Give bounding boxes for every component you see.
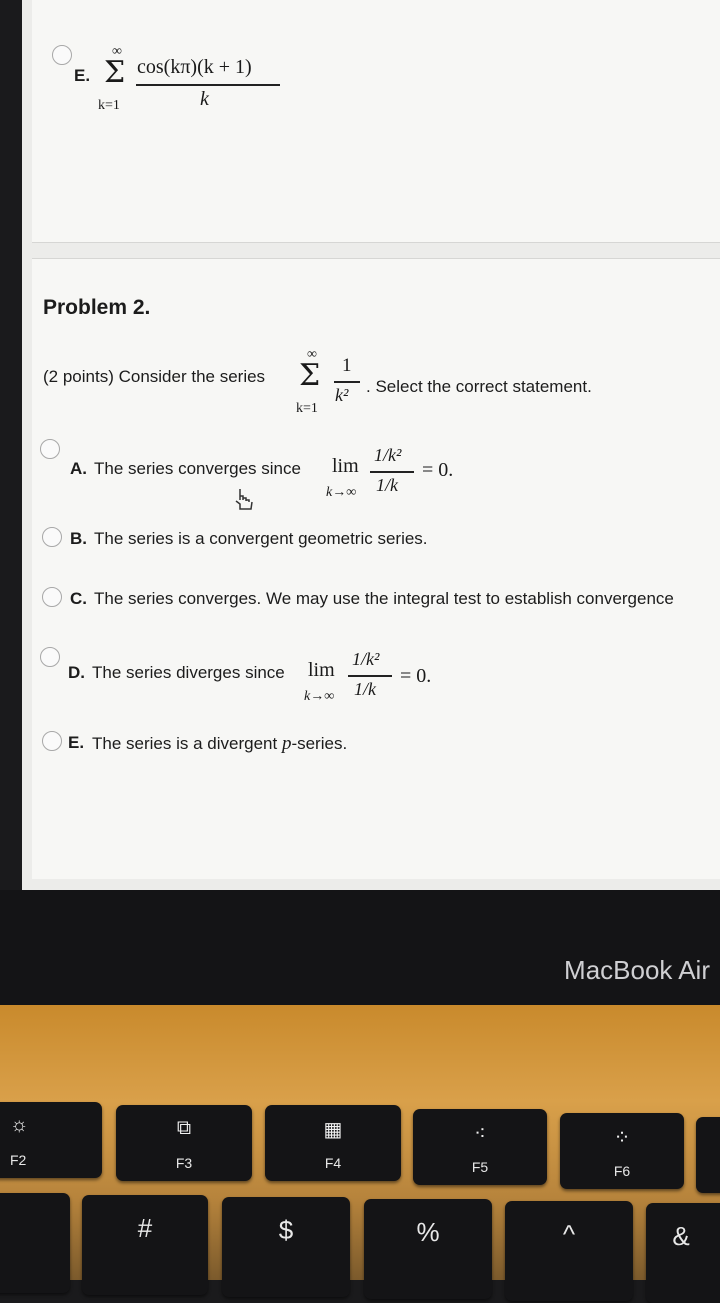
previous-question-card	[32, 0, 720, 243]
fraction-numerator: cos(kπ)(k + 1)	[137, 56, 252, 78]
key-f4[interactable]	[265, 1105, 401, 1181]
brightness-up-icon: ☼	[10, 1114, 29, 1136]
option-b-radio[interactable]	[42, 527, 62, 547]
key-f6-label: F6	[613, 1163, 631, 1179]
key-4-symbol: $	[278, 1215, 294, 1245]
option-c-text: The series converges. We may use the integral test to establish convergence	[94, 589, 674, 608]
sum-upper: ∞	[112, 44, 122, 59]
problem-title: Problem 2.	[43, 296, 151, 319]
browser-viewport	[22, 0, 720, 890]
key-3[interactable]	[82, 1195, 208, 1295]
key-f3[interactable]	[116, 1105, 252, 1181]
problem-card	[32, 258, 720, 879]
option-c-radio[interactable]	[42, 587, 62, 607]
series-fraction-bar	[334, 381, 360, 383]
key-f2-label: F2	[10, 1152, 27, 1168]
option-a-rhs: = 0.	[422, 459, 454, 481]
option-e-label-prev: E.	[74, 66, 91, 85]
key-6-symbol: ^	[562, 1219, 576, 1249]
option-d-radio[interactable]	[40, 647, 60, 667]
option-a-fraction-bar	[370, 471, 414, 473]
series-sum-upper: ∞	[307, 347, 317, 362]
option-a-denominator: 1/k	[376, 475, 398, 495]
sum-symbol: Σ	[104, 55, 126, 90]
hand-cursor-icon	[232, 487, 256, 513]
mission-control-icon: ⧉	[176, 1117, 192, 1139]
series-sum-lower: k=1	[296, 401, 318, 416]
option-b-text: The series is a convergent geometric series.	[94, 529, 428, 548]
key-7-symbol: &	[672, 1221, 690, 1251]
keyboard-deck	[0, 1005, 720, 1280]
option-e-label: E.	[68, 733, 85, 752]
key-f4-label: F4	[324, 1155, 342, 1171]
option-a-lim: lim	[332, 455, 359, 477]
option-c-label: C.	[70, 589, 87, 608]
key-f3-label: F3	[175, 1155, 193, 1171]
prompt-suffix: . Select the correct statement.	[366, 377, 592, 396]
sum-lower: k=1	[98, 98, 120, 113]
option-d-text: The series diverges since	[92, 663, 285, 682]
prompt-prefix: (2 points) Consider the series	[43, 367, 266, 386]
laptop-brand: MacBook Air	[564, 955, 710, 985]
key-5-symbol: %	[416, 1217, 440, 1247]
option-a-text: The series converges since	[94, 459, 301, 478]
option-a-label: A.	[70, 459, 87, 478]
key-3-symbol: #	[137, 1213, 153, 1243]
option-e-text	[92, 733, 347, 755]
option-d-rhs: = 0.	[400, 665, 432, 687]
option-e-text-suffix: -series.	[291, 734, 348, 753]
keyboard-backlight-down-icon: ⁖	[474, 1123, 486, 1145]
option-e-text-prefix: The series is a divergent	[92, 734, 278, 753]
fraction-denominator: k	[200, 88, 209, 110]
option-b-label: B.	[70, 529, 87, 548]
option-d-fraction-bar	[348, 675, 392, 677]
option-d-denominator: 1/k	[354, 679, 376, 699]
option-d-lim-sub: k→∞	[304, 689, 335, 704]
launchpad-icon: ▦	[323, 1119, 343, 1141]
option-a-radio[interactable]	[40, 439, 60, 459]
option-d-label: D.	[68, 663, 85, 682]
fraction-bar	[136, 84, 280, 86]
option-e-radio[interactable]	[42, 731, 62, 751]
key-f6[interactable]	[560, 1113, 684, 1189]
key-7[interactable]	[646, 1203, 720, 1303]
option-e-radio-prev[interactable]	[52, 45, 72, 65]
key-f2[interactable]	[0, 1102, 102, 1178]
option-d-lim: lim	[308, 659, 335, 681]
key-4[interactable]	[222, 1197, 350, 1297]
series-denominator: k²	[335, 385, 349, 405]
key-f7-partial[interactable]	[696, 1117, 720, 1193]
series-sum-symbol: Σ	[299, 358, 321, 393]
series-numerator: 1	[342, 355, 352, 376]
key-tilde-partial[interactable]	[0, 1193, 70, 1293]
option-e-p: p	[281, 733, 292, 754]
option-a-lim-sub: k→∞	[326, 485, 357, 500]
key-f5[interactable]	[413, 1109, 547, 1185]
key-6[interactable]	[505, 1201, 633, 1301]
key-f5-label: F5	[471, 1159, 489, 1175]
key-5[interactable]	[364, 1199, 492, 1299]
option-d-numerator: 1/k²	[352, 649, 380, 669]
laptop-bezel	[0, 890, 720, 1010]
option-a-numerator: 1/k²	[374, 445, 402, 465]
keyboard-backlight-up-icon: ⁘	[613, 1127, 631, 1149]
